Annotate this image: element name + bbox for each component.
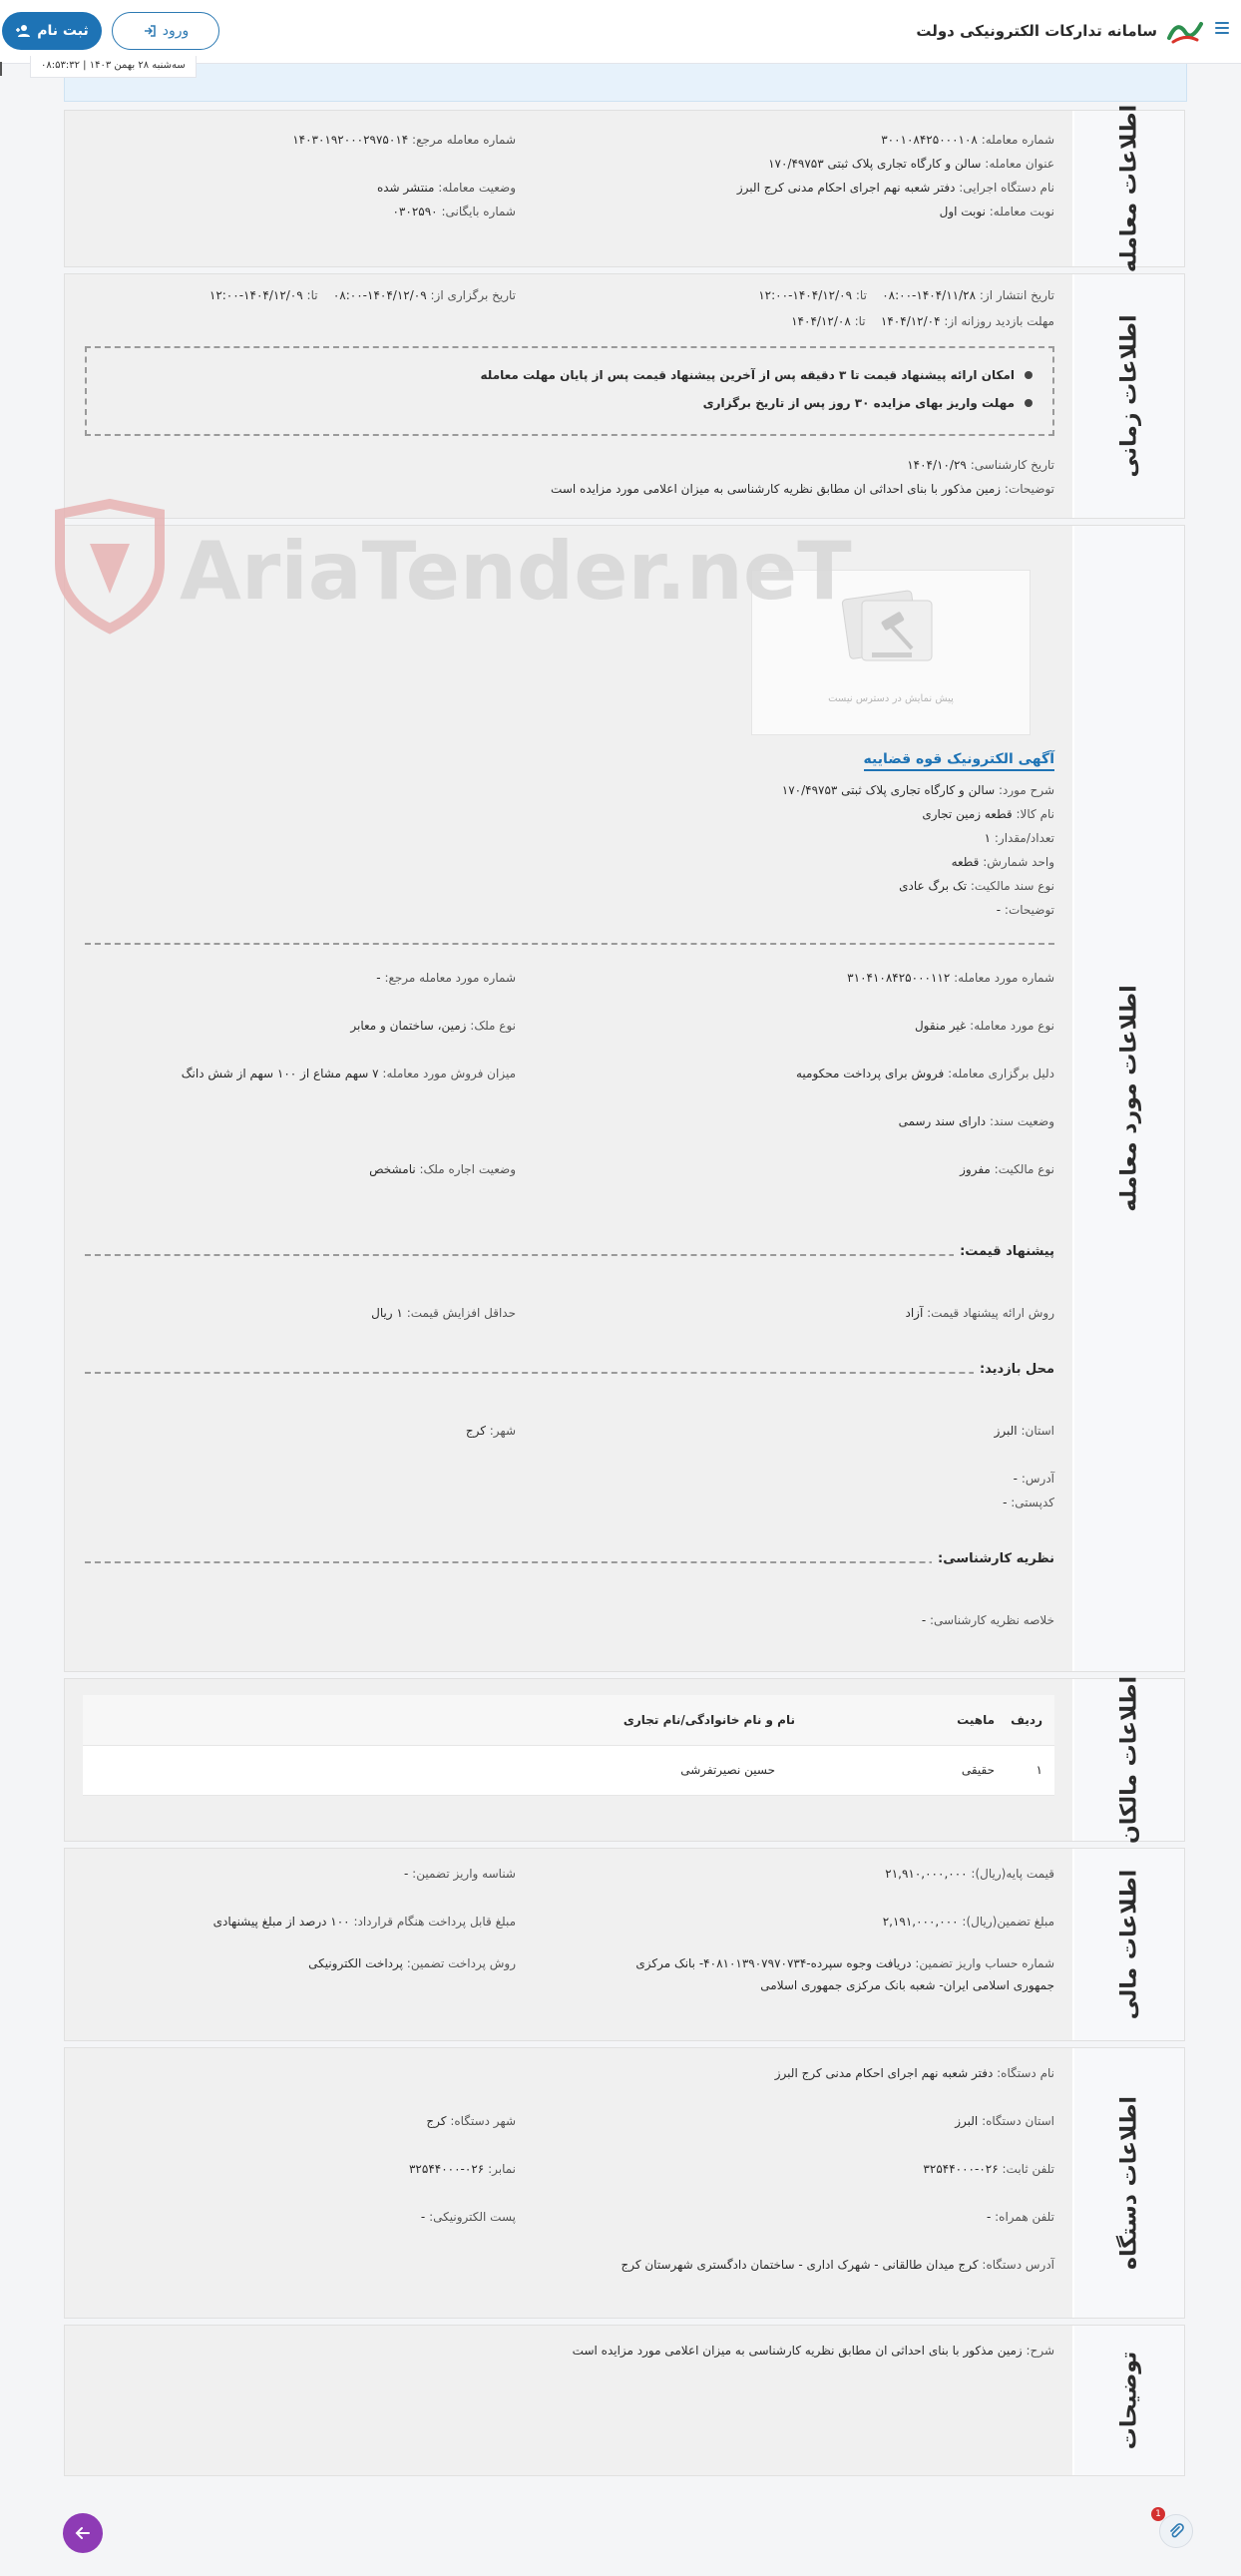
item-no: شماره مورد معامله: ۳۱۰۴۱۰۸۴۲۵۰۰۰۱۱۲	[847, 971, 1054, 985]
expert-section-title: نظریه کارشناسی:	[932, 1551, 1054, 1566]
item-type: نوع مورد معامله: غیر منقول	[914, 1019, 1054, 1033]
table-row	[83, 1745, 1054, 1795]
thumbnail-caption: پیش نمایش در دسترس نیست	[828, 693, 954, 704]
expert-date: تاریخ کارشناسی: ۱۴۰۴/۱۰/۲۹	[907, 458, 1054, 472]
row-name: حسین نصیرتفرشی	[83, 1745, 795, 1795]
time-desc: توضیحات: زمین مذکور با بنای احداثی ان مطابق نظریه کارشناسی به میزان اعلامی مورد مزایده است	[551, 482, 1054, 496]
agency-city: شهر دستگاه: کرج	[426, 2114, 516, 2128]
deal-info-label: اطلاعات معامله	[1072, 111, 1184, 266]
deal-agency: نام دستگاه اجرایی: دفتر شعبه نهم اجرای احکام مدنی کرج البرز	[736, 181, 1054, 195]
expert-summary: خلاصه نظریه کارشناسی: -	[921, 1613, 1054, 1627]
finance-card	[64, 1848, 1185, 2041]
sale-share: میزان فروش مورد معامله: ۷ سهم مشاع از ۱۰۰ سهم از شش دانگ	[181, 1067, 516, 1080]
divider	[85, 1372, 1054, 1374]
notice-item: امکان ارائه پیشنهاد قیمت تا ۳ دقیقه پس از آخرین پیشنهاد قیمت پس از پایان مهلت معامله	[481, 368, 1033, 382]
agency-name: نام دستگاه: دفتر شعبه نهم اجرای احکام مدنی کرج البرز	[774, 2066, 1054, 2080]
setad-logo	[1163, 16, 1207, 48]
item-info-label: اطلاعات مورد معامله	[1072, 526, 1184, 1671]
row-type: حقیقی	[795, 1745, 995, 1795]
ownership-type: نوع مالکیت: مفروز	[960, 1162, 1054, 1176]
item-deed: نوع سند مالکیت: تک برگ عادی	[899, 879, 1054, 893]
visit-city: شهر: کرج	[465, 1424, 516, 1438]
table-header-row	[83, 1695, 1054, 1745]
offer-method: روش ارائه پیشنهاد قیمت: آزاد	[905, 1306, 1054, 1320]
bullet-icon	[1025, 399, 1033, 407]
item-goods: نام کالا: قطعه زمین تجاری	[922, 807, 1054, 821]
guarantee-pay-method: روش پرداخت تضمین: پرداخت الکترونیکی	[308, 1956, 516, 1970]
owners-table	[83, 1695, 1054, 1796]
deal-archive: شماره بایگانی: ۰۳۰۲۵۹۰	[392, 205, 516, 218]
deal-reason: دلیل برگزاری معامله: فروش برای پرداخت محکومیه	[796, 1067, 1054, 1080]
agency-address: آدرس دستگاه: کرج میدان طالقانی - شهرک اداری - ساختمان دادگستری شهرستان کرج	[620, 2258, 1054, 2272]
min-increase: حداقل افزایش قیمت: ۱ ریال	[371, 1306, 516, 1320]
deal-ref-no: شماره معامله مرجع: ۱۴۰۳۰۱۹۲۰۰۰۲۹۷۵۰۱۴	[292, 133, 516, 147]
register-label: ثبت نام	[37, 23, 89, 39]
description-text: شرح: زمین مذکور با بنای احداثی ان مطابق نظریه کارشناسی به میزان اعلامی مورد مزایده است	[572, 2344, 1054, 2358]
publish-date: تاریخ انتشار از: ۱۴۰۴/۱۱/۲۸-۰۸:۰۰ تا: ۱۴۰۴/۱۲/۰۹-۱۲:۰۰	[758, 288, 1054, 302]
visit-province: استان: البرز	[994, 1424, 1054, 1438]
item-notes: توضیحات: -	[996, 903, 1054, 917]
property-type: نوع ملک: زمین، ساختمان و معابر	[350, 1019, 516, 1033]
item-unit: واحد شمارش: قطعه	[951, 855, 1054, 869]
deal-subject: عنوان معامله: سالن و کارگاه تجاری پلاک ثبتی ۱۷۰/۴۹۷۵۳	[768, 157, 1054, 171]
left-edge-bar	[0, 62, 2, 76]
deal-no: شماره معامله: ۳۰۰۱۰۸۴۲۵۰۰۰۱۰۸	[881, 133, 1054, 147]
row-index: ۱	[995, 1745, 1054, 1795]
ariatender-watermark	[50, 504, 852, 634]
held-date: تاریخ برگزاری از: ۱۴۰۴/۱۲/۰۹-۰۸:۰۰ تا: ۱۴۰۴/۱۲/۰۹-۱۲:۰۰	[208, 288, 516, 302]
guarantee-account-line2: جمهوری اسلامی ایران- شعبه بانک مرکزی جمهوری اسلامی	[760, 1978, 1054, 1992]
notice-box	[85, 346, 1054, 436]
register-button[interactable]	[2, 12, 102, 50]
watermark-text: AriaTender.neT	[180, 525, 852, 618]
visit-postal: کدپستی: -	[1003, 1496, 1054, 1509]
notice-strip	[64, 64, 1187, 102]
notice-item: مهلت واریز بهای مزایده ۳۰ روز پس از تاریخ برگزاری	[703, 396, 1033, 410]
time-info-card	[64, 273, 1185, 519]
agency-card	[64, 2047, 1185, 2319]
offer-section-title: پیشنهاد قیمت:	[954, 1244, 1054, 1259]
owners-label: اطلاعات مالکان	[1072, 1679, 1184, 1841]
col-type: ماهیت	[795, 1695, 995, 1745]
paperclip-icon	[1168, 2523, 1184, 2539]
agency-email: پست الکترونیکی: -	[420, 2210, 516, 2224]
arrow-left-icon	[75, 2525, 91, 2541]
base-price: قیمت پایه(ریال): ۲۱,۹۱۰,۰۰۰,۰۰۰	[885, 1867, 1054, 1881]
login-label: ورود	[162, 23, 190, 39]
agency-label: اطلاعات دستگاه	[1072, 2048, 1184, 2318]
item-desc: شرح مورد: سالن و کارگاه تجاری پلاک ثبتی ۱۷۰/۴۹۷۵۳	[781, 783, 1054, 797]
rent-status: وضعیت اجاره ملک: نامشخص	[369, 1162, 516, 1176]
item-ref: شماره مورد معامله مرجع: -	[376, 971, 516, 985]
agency-province: استان دستگاه: البرز	[955, 2114, 1054, 2128]
back-button[interactable]	[63, 2513, 103, 2553]
bullet-icon	[1025, 371, 1033, 379]
contract-payment: مبلغ قابل پرداخت هنگام قرارداد: ۱۰۰ درصد از مبلغ پیشنهادی	[212, 1915, 516, 1929]
guarantee-amount: مبلغ تضمین(ریال): ۲,۱۹۱,۰۰۰,۰۰۰	[882, 1915, 1054, 1929]
divider	[85, 943, 1054, 945]
item-qty: تعداد/مقدار: ۱	[984, 831, 1054, 845]
time-info-label: اطلاعات زمانی	[1072, 274, 1184, 518]
date-time: سه‌شنبه ۲۸ بهمن ۱۴۰۳ | ۰۸:۵۳:۳۲	[30, 56, 197, 78]
app-title: سامانه تدارکات الکترونیکی دولت	[916, 22, 1157, 40]
deal-status: وضعیت معامله: منتشر شده	[376, 181, 516, 195]
col-index: ردیف	[995, 1695, 1054, 1745]
deal-turn: نوبت معامله: نوبت اول	[939, 205, 1054, 218]
menu-icon[interactable]	[1215, 22, 1229, 36]
guarantee-account: شماره حساب واریز تضمین: دریافت وجوه سپرده-۴۰۸۱۰۱۳۹۰۷۹۷۰۷۳۴- بانک مرکزی	[635, 1956, 1054, 1970]
agency-fax: نمابر: ۰۲۶-۳۲۵۴۴۰۰۰	[408, 2162, 516, 2176]
divider	[85, 1561, 1054, 1563]
doc-status: وضعیت سند: دارای سند رسمی	[898, 1114, 1054, 1128]
deposit-id: شناسه واریز تضمین: -	[404, 1867, 516, 1881]
attachments-button[interactable]	[1159, 2514, 1193, 2548]
description-label: توضیحات	[1072, 2326, 1184, 2475]
deal-info-card	[64, 104, 1185, 273]
agency-mobile: تلفن همراه: -	[986, 2210, 1054, 2224]
finance-label: اطلاعات مالی	[1072, 1849, 1184, 2040]
visit-address: آدرس: -	[1013, 1472, 1054, 1486]
col-name: نام و نام خانوادگی/نام تجاری	[83, 1695, 795, 1745]
ad-title-link[interactable]: آگهی الکترونیک قوه قضاییه	[864, 751, 1055, 771]
owners-card	[64, 1678, 1185, 1842]
divider	[85, 1254, 1054, 1256]
attachments-count-badge: 1	[1151, 2507, 1165, 2521]
top-header	[0, 0, 1241, 64]
login-icon	[143, 24, 157, 38]
add-user-icon	[15, 24, 31, 38]
item-info-card	[64, 525, 1185, 1672]
agency-phone: تلفن ثابت: ۰۲۶-۳۲۵۴۴۰۰۰	[923, 2162, 1054, 2176]
visit-section-title: محل بازدید:	[974, 1362, 1054, 1377]
login-button[interactable]	[112, 12, 219, 50]
description-card	[64, 2325, 1185, 2476]
visit-deadline: مهلت بازدید روزانه از: ۱۴۰۴/۱۲/۰۴ تا: ۱۴۰۴/۱۲/۰۸	[791, 314, 1054, 328]
